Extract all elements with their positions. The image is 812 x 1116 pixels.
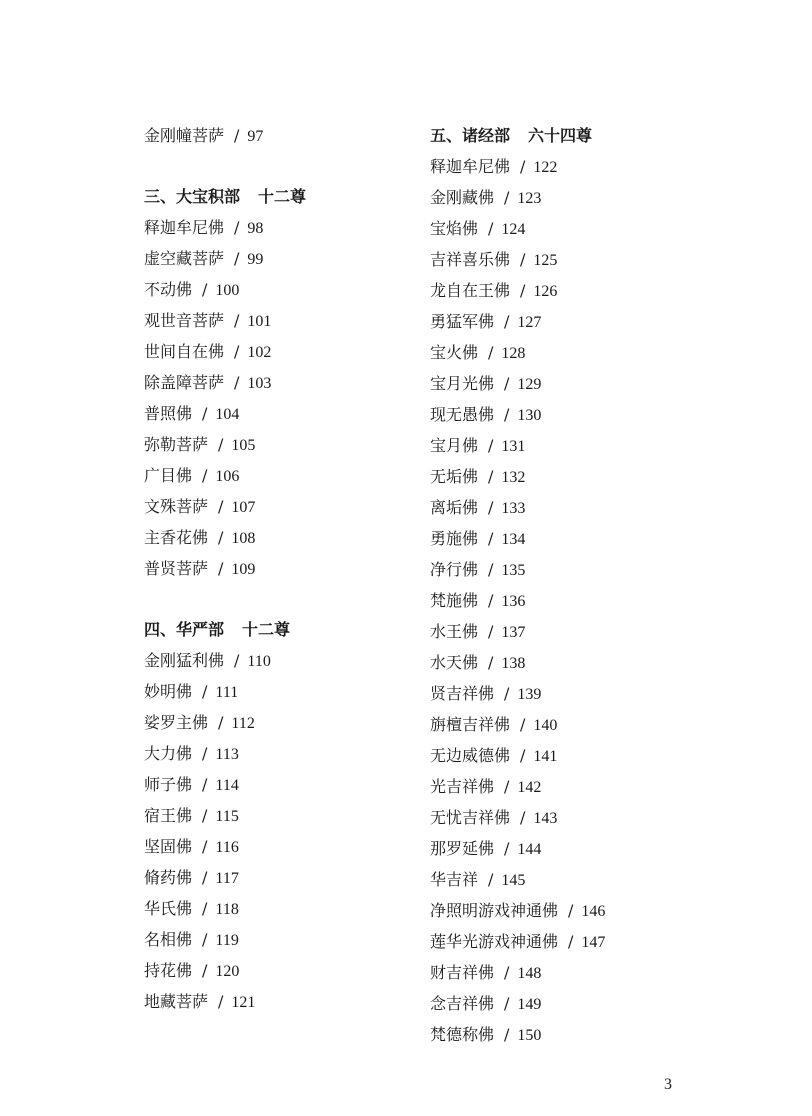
entry-name: 坚固佛 (144, 837, 193, 856)
entry-name: 娑罗主佛 (144, 713, 209, 732)
toc-entry (430, 1019, 760, 1050)
entry-separator: / (218, 435, 224, 454)
entry-name: 金刚幢菩萨 (144, 126, 225, 145)
toc-entry (144, 522, 394, 553)
toc-entry (430, 492, 760, 523)
section-gap (144, 584, 394, 614)
toc-entry (430, 151, 760, 182)
entry-page-number: 123 (517, 190, 542, 207)
entry-separator: / (504, 405, 510, 424)
entry-separator: / (568, 932, 574, 951)
toc-entry (430, 864, 760, 895)
entry-name: 名相佛 (144, 930, 193, 949)
entry-separator: / (234, 373, 240, 392)
toc-entry (430, 368, 760, 399)
entry-separator: / (234, 249, 240, 268)
entry-separator: / (218, 559, 224, 578)
section-count: 六十四尊 (528, 126, 593, 145)
section-title: 五、诸经部 (430, 126, 511, 145)
entry-name: 水王佛 (430, 622, 479, 641)
entry-page-number: 104 (215, 406, 240, 423)
entry-separator: / (488, 653, 494, 672)
toc-entry (144, 553, 394, 584)
entry-page-number: 135 (501, 562, 526, 579)
toc-entry (430, 430, 760, 461)
toc-entry (430, 585, 760, 616)
entry-separator: / (504, 312, 510, 331)
toc-entry (430, 709, 760, 740)
entry-page-number: 142 (517, 779, 542, 796)
entry-separator: / (520, 281, 526, 300)
entry-page-number: 128 (501, 345, 526, 362)
entry-name: 宝月佛 (430, 436, 479, 455)
entry-separator: / (488, 529, 494, 548)
entry-separator: / (202, 682, 208, 701)
entry-separator: / (218, 497, 224, 516)
entry-separator: / (520, 746, 526, 765)
entry-name: 宿王佛 (144, 806, 193, 825)
entry-page-number: 138 (501, 655, 526, 672)
entry-name: 普贤菩萨 (144, 559, 209, 578)
entry-name: 妙明佛 (144, 682, 193, 701)
entry-separator: / (234, 651, 240, 670)
toc-entry (430, 337, 760, 368)
entry-page-number: 114 (215, 777, 239, 794)
entry-page-number: 116 (215, 839, 239, 856)
entry-separator: / (202, 280, 208, 299)
toc-entry (430, 554, 760, 585)
entry-page-number: 98 (247, 220, 264, 237)
entry-page-number: 119 (215, 932, 239, 949)
entry-page-number: 99 (247, 251, 264, 268)
entry-page-number: 143 (533, 810, 558, 827)
entry-separator: / (520, 808, 526, 827)
entry-name: 吉祥喜乐佛 (430, 250, 511, 269)
entry-name: 净照明游戏神通佛 (430, 901, 559, 920)
entry-name: 那罗延佛 (430, 839, 495, 858)
entry-separator: / (234, 311, 240, 330)
toc-entry (430, 678, 760, 709)
entry-name: 华氏佛 (144, 899, 193, 918)
section-heading (144, 614, 394, 645)
entry-separator: / (218, 528, 224, 547)
toc-entry (430, 399, 760, 430)
entry-page-number: 101 (247, 313, 272, 330)
entry-separator: / (504, 963, 510, 982)
section-count: 十二尊 (258, 187, 307, 206)
entry-name: 念吉祥佛 (430, 994, 495, 1013)
entry-page-number: 131 (501, 438, 526, 455)
entry-name: 文殊菩萨 (144, 497, 209, 516)
entry-separator: / (504, 374, 510, 393)
entry-page-number: 122 (533, 159, 558, 176)
entry-name: 华吉祥 (430, 870, 479, 889)
entry-name: 水天佛 (430, 653, 479, 672)
toc-entry (144, 305, 394, 336)
entry-page-number: 113 (215, 746, 239, 763)
entry-separator: / (504, 839, 510, 858)
entry-page-number: 140 (533, 717, 558, 734)
entry-page-number: 127 (517, 314, 542, 331)
entry-page-number: 132 (501, 469, 526, 486)
entry-page-number: 134 (501, 531, 526, 548)
toc-entry (144, 676, 394, 707)
entry-separator: / (488, 870, 494, 889)
entry-name: 贤吉祥佛 (430, 684, 495, 703)
entry-page-number: 103 (247, 375, 272, 392)
entry-separator: / (202, 806, 208, 825)
entry-separator: / (568, 901, 574, 920)
entry-page-number: 118 (215, 901, 239, 918)
entry-page-number: 139 (517, 686, 542, 703)
entry-name: 金刚猛利佛 (144, 651, 225, 670)
entry-name: 无边威德佛 (430, 746, 511, 765)
entry-name: 释迦牟尼佛 (144, 218, 225, 237)
entry-page-number: 120 (215, 963, 240, 980)
entry-separator: / (202, 961, 208, 980)
entry-page-number: 148 (517, 965, 542, 982)
entry-separator: / (488, 591, 494, 610)
toc-entry (430, 802, 760, 833)
toc-entry (144, 243, 394, 274)
entry-name: 释迦牟尼佛 (430, 157, 511, 176)
entry-separator: / (202, 899, 208, 918)
toc-entry (144, 336, 394, 367)
toc-entry (144, 398, 394, 429)
toc-entry (144, 707, 394, 738)
toc-entry (430, 616, 760, 647)
entry-separator: / (488, 498, 494, 517)
entry-page-number: 130 (517, 407, 542, 424)
entry-name: 金刚藏佛 (430, 188, 495, 207)
toc-entry (430, 740, 760, 771)
entry-name: 弥勒菩萨 (144, 435, 209, 454)
entry-page-number: 141 (533, 748, 558, 765)
toc-entry (144, 800, 394, 831)
entry-name: 除盖障菩萨 (144, 373, 225, 392)
toc-entry (144, 955, 394, 986)
entry-separator: / (520, 157, 526, 176)
entry-separator: / (504, 1025, 510, 1044)
entry-name: 地藏菩萨 (144, 992, 209, 1011)
entry-page-number: 105 (231, 437, 256, 454)
entry-page-number: 121 (231, 994, 256, 1011)
entry-page-number: 107 (231, 499, 256, 516)
entry-name: 光吉祥佛 (430, 777, 495, 796)
entry-name: 旃檀吉祥佛 (430, 715, 511, 734)
entry-page-number: 133 (501, 500, 526, 517)
toc-entry (430, 833, 760, 864)
entry-page-number: 109 (231, 561, 256, 578)
toc-entry (430, 988, 760, 1019)
entry-page-number: 147 (581, 934, 606, 951)
section-gap (144, 151, 394, 181)
entry-page-number: 125 (533, 252, 558, 269)
section-heading (144, 181, 394, 212)
entry-page-number: 108 (231, 530, 256, 547)
entry-name: 现无愚佛 (430, 405, 495, 424)
toc-entry (430, 244, 760, 275)
entry-separator: / (488, 467, 494, 486)
entry-name: 莲华光游戏神通佛 (430, 932, 559, 951)
entry-name: 持花佛 (144, 961, 193, 980)
toc-entry (144, 367, 394, 398)
entry-name: 净行佛 (430, 560, 479, 579)
entry-separator: / (504, 994, 510, 1013)
entry-page-number: 102 (247, 344, 272, 361)
entry-name: 广目佛 (144, 466, 193, 485)
toc-entry (144, 769, 394, 800)
entry-separator: / (520, 250, 526, 269)
entry-name: 梵施佛 (430, 591, 479, 610)
toc-entry (430, 275, 760, 306)
entry-name: 虚空藏菩萨 (144, 249, 225, 268)
toc-entry (430, 306, 760, 337)
toc-entry (430, 771, 760, 802)
toc-entry (430, 523, 760, 554)
page-number: 3 (664, 1076, 672, 1093)
toc-entry (430, 895, 760, 926)
entry-name: 勇施佛 (430, 529, 479, 548)
section-entries (144, 645, 394, 1017)
entry-separator: / (488, 343, 494, 362)
entry-page-number: 146 (581, 903, 606, 920)
section-heading (430, 120, 760, 151)
section-entries (144, 212, 394, 584)
entry-name: 龙自在王佛 (430, 281, 511, 300)
toc-entry (430, 213, 760, 244)
entry-name: 无垢佛 (430, 467, 479, 486)
entry-page-number: 136 (501, 593, 526, 610)
entry-separator: / (218, 992, 224, 1011)
entry-name: 梵德称佛 (430, 1025, 495, 1044)
entry-separator: / (202, 775, 208, 794)
toc-entry (144, 738, 394, 769)
entry-page-number: 110 (247, 653, 271, 670)
entry-name: 宝焰佛 (430, 219, 479, 238)
section-count: 十二尊 (242, 620, 291, 639)
entry-page-number: 145 (501, 872, 526, 889)
entry-page-number: 137 (501, 624, 526, 641)
entry-separator: / (504, 188, 510, 207)
entry-separator: / (488, 219, 494, 238)
toc-entry (144, 893, 394, 924)
entry-page-number: 111 (215, 684, 239, 701)
right-column (430, 120, 760, 1050)
toc-entry (144, 120, 394, 151)
entry-page-number: 97 (247, 128, 264, 145)
toc-entry (144, 986, 394, 1017)
toc-entry (430, 182, 760, 213)
entry-name: 师子佛 (144, 775, 193, 794)
entry-separator: / (202, 466, 208, 485)
entry-separator: / (520, 715, 526, 734)
entry-page-number: 106 (215, 468, 240, 485)
toc-entry (144, 429, 394, 460)
entry-page-number: 144 (517, 841, 542, 858)
entry-name: 观世音菩萨 (144, 311, 225, 330)
toc-entry (144, 645, 394, 676)
entry-page-number: 100 (215, 282, 240, 299)
toc-entry (144, 212, 394, 243)
toc-entry (144, 862, 394, 893)
entry-separator: / (504, 684, 510, 703)
entry-name: 大力佛 (144, 744, 193, 763)
entry-page-number: 124 (501, 221, 526, 238)
toc-entry (430, 647, 760, 678)
entry-name: 勇猛军佛 (430, 312, 495, 331)
toc-entry (430, 957, 760, 988)
section-entries (430, 151, 760, 1050)
entry-name: 财吉祥佛 (430, 963, 495, 982)
left-column (144, 120, 394, 1017)
entry-name: 世间自在佛 (144, 342, 225, 361)
entry-page-number: 117 (215, 870, 239, 887)
entry-separator: / (234, 126, 240, 145)
toc-entry (144, 491, 394, 522)
entry-page-number: 115 (215, 808, 239, 825)
section-title: 三、大宝积部 (144, 187, 241, 206)
entry-name: 脩药佛 (144, 868, 193, 887)
entry-separator: / (488, 622, 494, 641)
entry-separator: / (488, 560, 494, 579)
entry-separator: / (202, 744, 208, 763)
entry-name: 无忧吉祥佛 (430, 808, 511, 827)
entry-separator: / (202, 837, 208, 856)
toc-entry (144, 274, 394, 305)
entry-name: 主香花佛 (144, 528, 209, 547)
entry-page-number: 149 (517, 996, 542, 1013)
entry-name: 不动佛 (144, 280, 193, 299)
entry-separator: / (202, 404, 208, 423)
entry-page-number: 129 (517, 376, 542, 393)
entry-page-number: 150 (517, 1027, 542, 1044)
toc-entry (430, 461, 760, 492)
entry-separator: / (488, 436, 494, 455)
entry-separator: / (234, 218, 240, 237)
entry-name: 离垢佛 (430, 498, 479, 517)
entry-page-number: 112 (231, 715, 255, 732)
toc-entry (144, 831, 394, 862)
entry-separator: / (504, 777, 510, 796)
entry-name: 宝月光佛 (430, 374, 495, 393)
entry-page-number: 126 (533, 283, 558, 300)
toc-entry (144, 460, 394, 491)
entry-name: 普照佛 (144, 404, 193, 423)
entry-separator: / (202, 930, 208, 949)
entry-name: 宝火佛 (430, 343, 479, 362)
toc-entry (430, 926, 760, 957)
section-title: 四、华严部 (144, 620, 225, 639)
entry-separator: / (202, 868, 208, 887)
toc-entry (144, 924, 394, 955)
entry-separator: / (218, 713, 224, 732)
entry-separator: / (234, 342, 240, 361)
